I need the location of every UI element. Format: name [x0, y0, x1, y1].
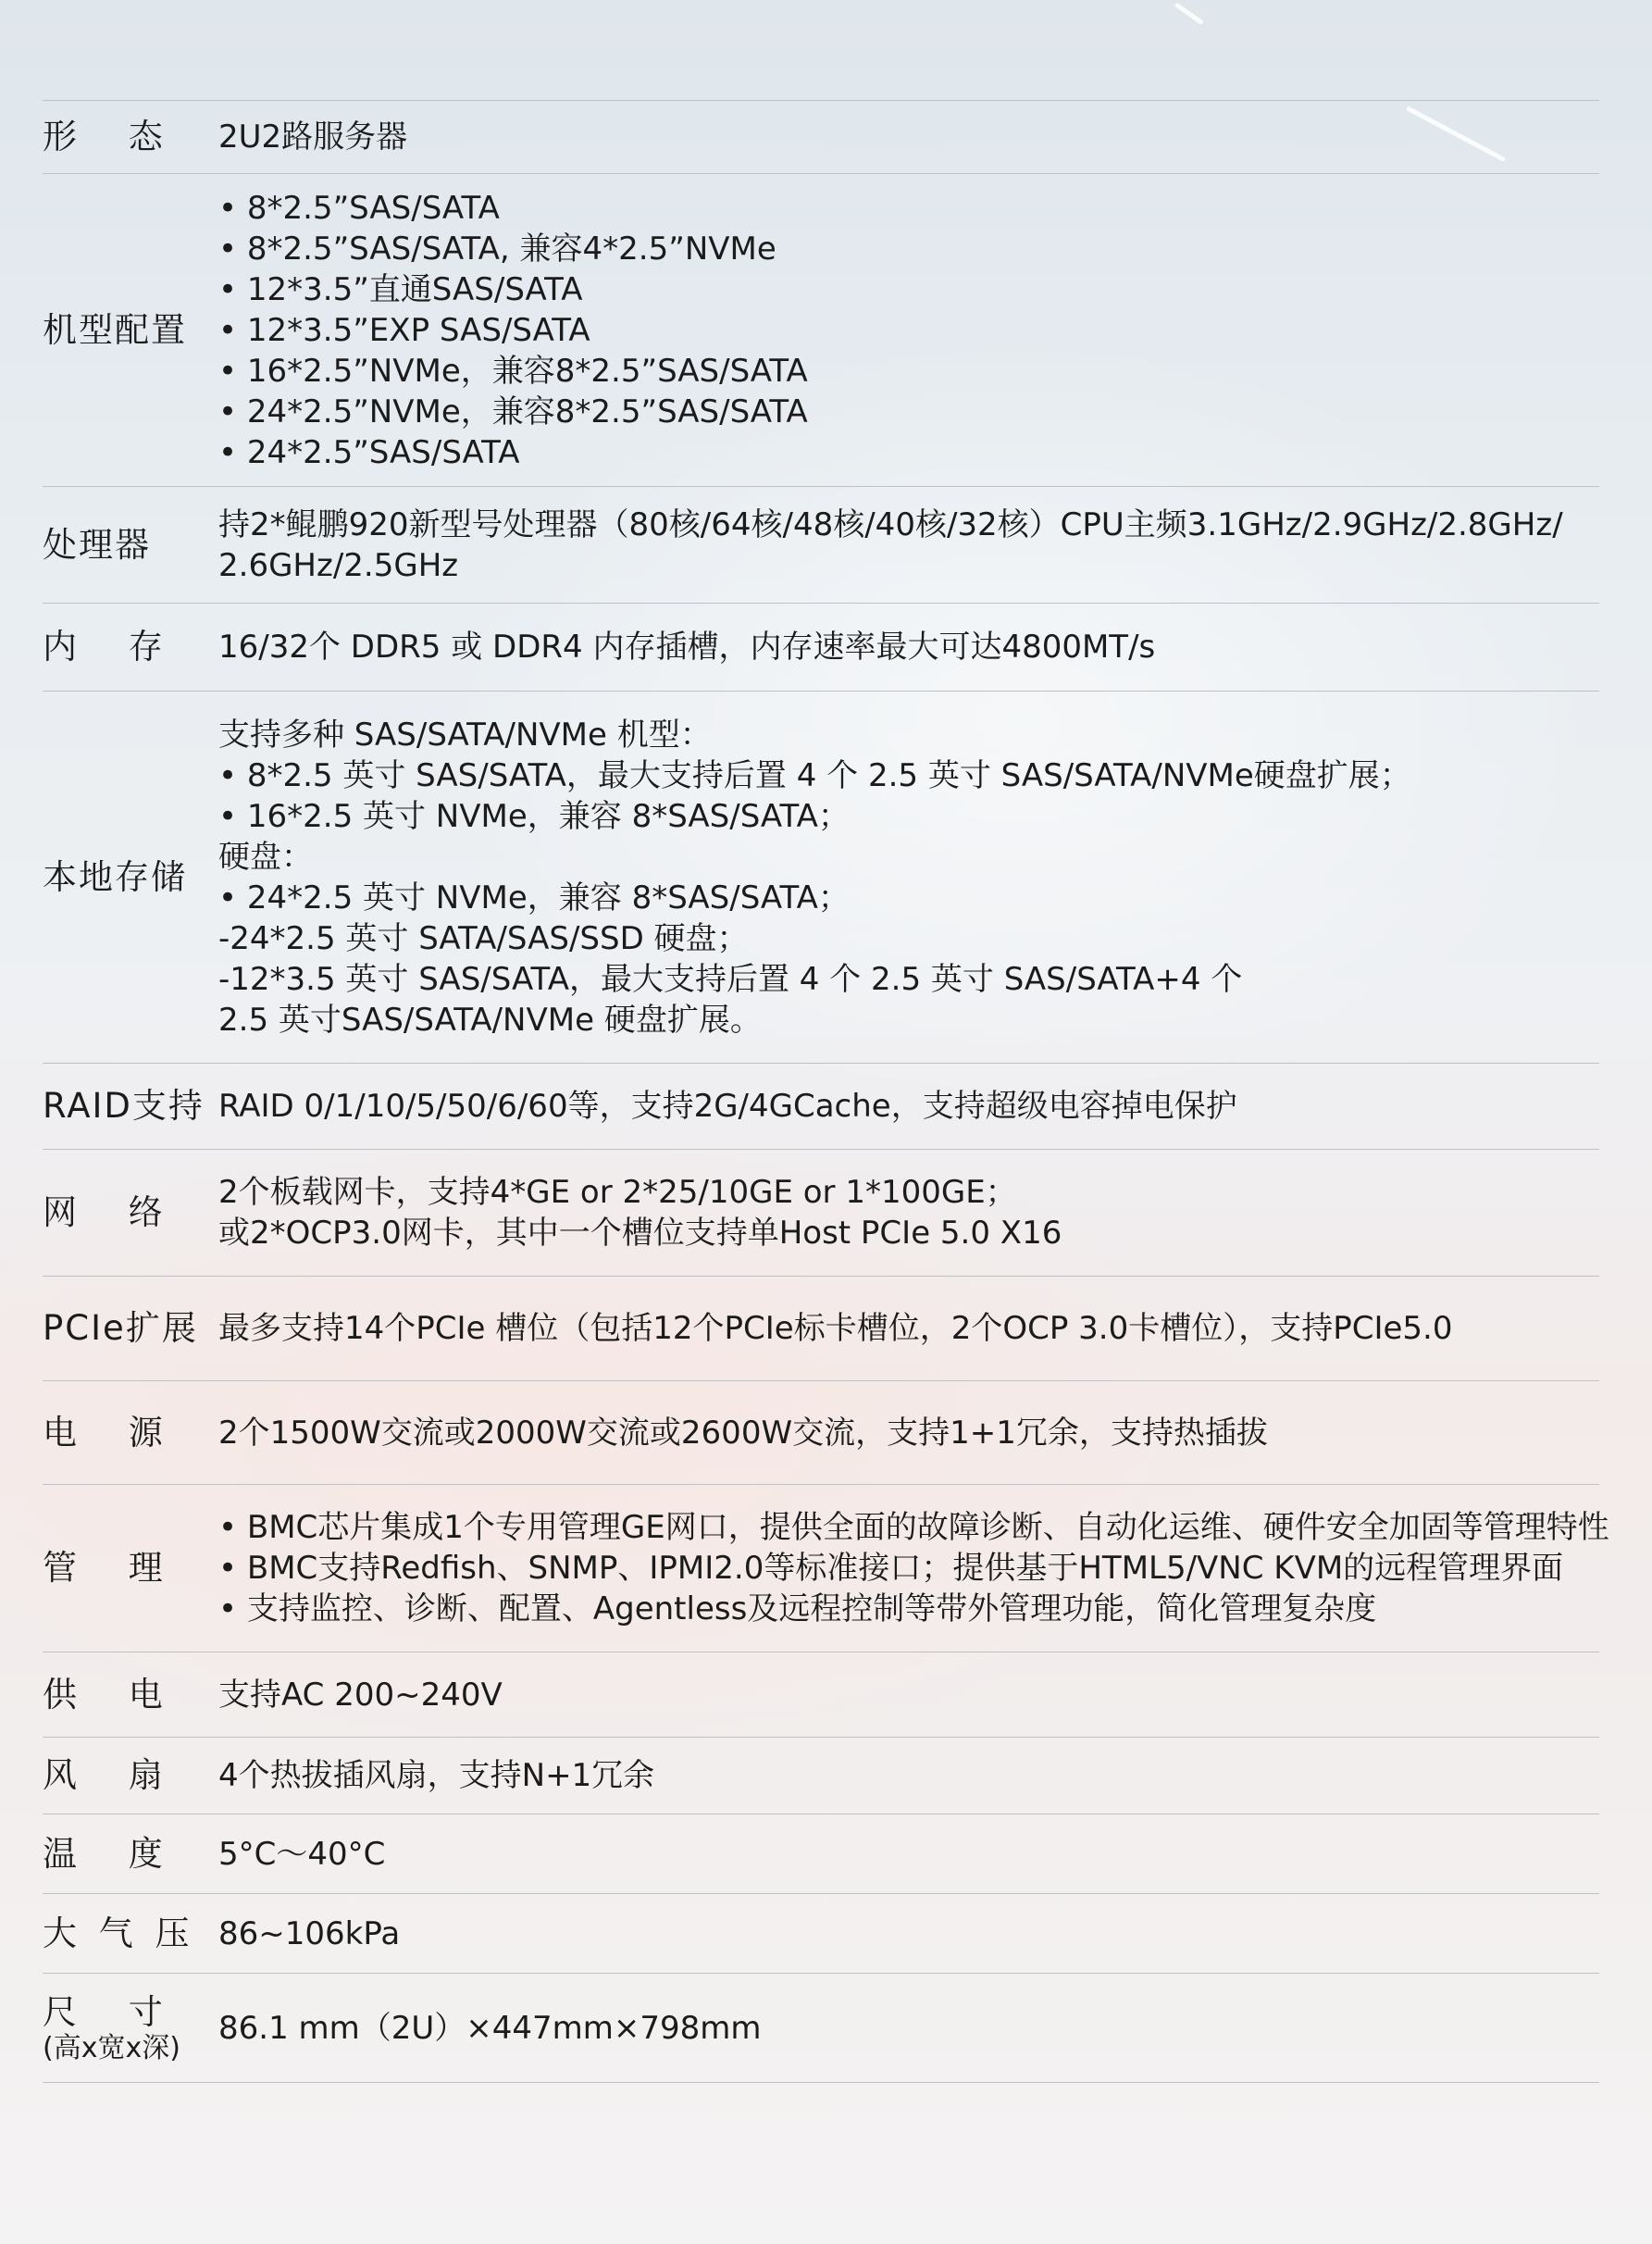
spec-label: 本地存储 — [43, 856, 187, 897]
spec-row-power — [43, 1381, 1599, 1485]
spec-value — [218, 1413, 1599, 1453]
spec-value — [218, 1914, 1599, 1954]
spec-row-raid — [43, 1064, 1599, 1150]
spec-value-line: RAID 0/1/10/5/50/6/60等，支持2G/4GCache，支持超级电容掉电保护 — [218, 1088, 1237, 1125]
spec-value — [218, 627, 1599, 667]
spec-row-pcie — [43, 1277, 1599, 1381]
spec-sublabel: (高x宽x深) — [43, 2031, 180, 2064]
decorative-light-streak — [1174, 2, 1204, 25]
spec-row-atmospheric-pressure — [43, 1894, 1599, 1974]
spec-value-line: 2.6GHz/2.5GHz — [218, 546, 459, 584]
spec-value-line: 支持AC 200~240V — [218, 1676, 503, 1714]
spec-row-dimensions — [43, 1974, 1599, 2083]
spec-label: 风 扇 — [43, 1755, 183, 1795]
spec-value-line: 4个热拔插风扇，支持N+1冗余 — [218, 1757, 655, 1794]
spec-value-line: -24*2.5 英寸 SATA/SAS/SSD 硬盘； — [218, 919, 749, 957]
spec-value — [218, 2008, 1599, 2049]
spec-label: 内 存 — [43, 627, 183, 667]
spec-value — [218, 117, 1599, 157]
spec-value-line: 最多支持14个PCIe 槽位（包括12个PCIe标卡槽位，2个OCP 3.0卡槽位），支持PCIe5.0 — [218, 1310, 1453, 1347]
spec-value — [218, 715, 1599, 1041]
spec-value-line: • 16*2.5”NVMe，兼容8*2.5”SAS/SATA — [218, 352, 808, 390]
spec-value-line: • 24*2.5”NVMe，兼容8*2.5”SAS/SATA — [218, 393, 808, 430]
spec-value — [218, 1834, 1599, 1875]
spec-label: 供 电 — [43, 1674, 183, 1714]
spec-value-line: • 24*2.5 英寸 NVMe，兼容 8*SAS/SATA； — [218, 879, 850, 916]
spec-label-group — [43, 1992, 218, 2064]
spec-value-line: 硬盘： — [218, 838, 313, 876]
spec-label: RAID支持 — [43, 1086, 205, 1126]
spec-value-line: 或2*OCP3.0网卡，其中一个槽位支持单Host PCIe 5.0 X16 — [218, 1215, 1062, 1252]
spec-value — [218, 1308, 1599, 1349]
spec-label: 形 态 — [43, 117, 183, 156]
spec-row-memory — [43, 604, 1599, 692]
spec-row-network — [43, 1150, 1599, 1277]
spec-value — [218, 1172, 1599, 1253]
spec-value-line: 16/32个 DDR5 或 DDR4 内存插槽，内存速率最大可达4800MT/s — [218, 629, 1156, 666]
spec-value-line: • 16*2.5 英寸 NVMe，兼容 8*SAS/SATA； — [218, 797, 850, 835]
spec-row-temperature — [43, 1814, 1599, 1894]
spec-value-line: 2.5 英寸SAS/SATA/NVMe 硬盘扩展。 — [218, 1001, 762, 1039]
spec-value-line: 86.1 mm（2U）×447mm×798mm — [218, 2009, 762, 2047]
spec-label: 管 理 — [43, 1548, 183, 1588]
spec-value-line: • 24*2.5”SAS/SATA — [218, 433, 520, 471]
spec-table — [43, 100, 1609, 2083]
spec-value-line: • 支持监控、诊断、配置、Agentless及远程控制等带外管理功能，简化管理复杂度 — [218, 1590, 1377, 1627]
spec-value — [218, 1675, 1599, 1715]
spec-value-line: • BMC芯片集成1个专用管理GE网口，提供全面的故障诊断、自动化运维、硬件安全加固等管理特性 — [218, 1509, 1609, 1546]
spec-label: 电 源 — [43, 1412, 183, 1452]
spec-row-model-config — [43, 174, 1599, 487]
spec-value-line: 持2*鲲鹏920新型号处理器（80核/64核/48核/40核/32核）CPU主频3.1GHz/2.9GHz/2.8GHz/ — [218, 505, 1563, 543]
spec-label: 机型配置 — [43, 309, 187, 350]
spec-label: PCIe扩展 — [43, 1308, 198, 1348]
spec-value-line: -12*3.5 英寸 SAS/SATA，最大支持后置 4 个 2.5 英寸 SAS/SATA+4 个 — [218, 960, 1243, 998]
spec-row-fan — [43, 1738, 1599, 1814]
spec-value — [218, 1755, 1599, 1796]
spec-label: 尺 寸 — [43, 1991, 183, 2032]
spec-row-local-storage — [43, 692, 1599, 1064]
spec-value-line: 2个1500W交流或2000W交流或2600W交流，支持1+1冗余，支持热插拔 — [218, 1414, 1268, 1452]
spec-value-line: 2个板载网卡，支持4*GE or 2*25/10GE or 1*100GE； — [218, 1174, 1017, 1211]
spec-value-line: • 12*3.5”EXP SAS/SATA — [218, 311, 590, 349]
spec-value-line: 支持多种 SAS/SATA/NVMe 机型： — [218, 716, 712, 754]
spec-value-line: • 12*3.5”直通SAS/SATA — [218, 270, 583, 308]
spec-value — [218, 505, 1599, 586]
spec-value — [218, 1086, 1599, 1127]
spec-row-power-supply — [43, 1652, 1599, 1738]
spec-value-line: • 8*2.5 英寸 SAS/SATA，最大支持后置 4 个 2.5 英寸 SAS/SATA/NVMe硬盘扩展； — [218, 756, 1411, 794]
spec-value-line: 2U2路服务器 — [218, 118, 408, 156]
spec-label: 网 络 — [43, 1192, 183, 1232]
spec-label: 大 气 压 — [43, 1913, 195, 1953]
spec-value — [218, 188, 1599, 473]
spec-row-form-factor — [43, 101, 1599, 174]
spec-value — [218, 1507, 1609, 1629]
spec-label: 温 度 — [43, 1833, 183, 1874]
spec-value-line: • 8*2.5”SAS/SATA, 兼容4*2.5”NVMe — [218, 230, 776, 268]
spec-value-line: 5°C～40°C — [218, 1835, 386, 1873]
spec-label: 处理器 — [43, 524, 151, 565]
spec-value-line: • 8*2.5”SAS/SATA — [218, 189, 500, 227]
spec-value-line: 86~106kPa — [218, 1914, 401, 1952]
spec-value-line: • BMC支持Redfish、SNMP、IPMI2.0等标准接口；提供基于HTML5/VNC KVM的远程管理界面 — [218, 1550, 1564, 1587]
spec-row-management — [43, 1485, 1609, 1652]
spec-row-processor — [43, 487, 1599, 604]
